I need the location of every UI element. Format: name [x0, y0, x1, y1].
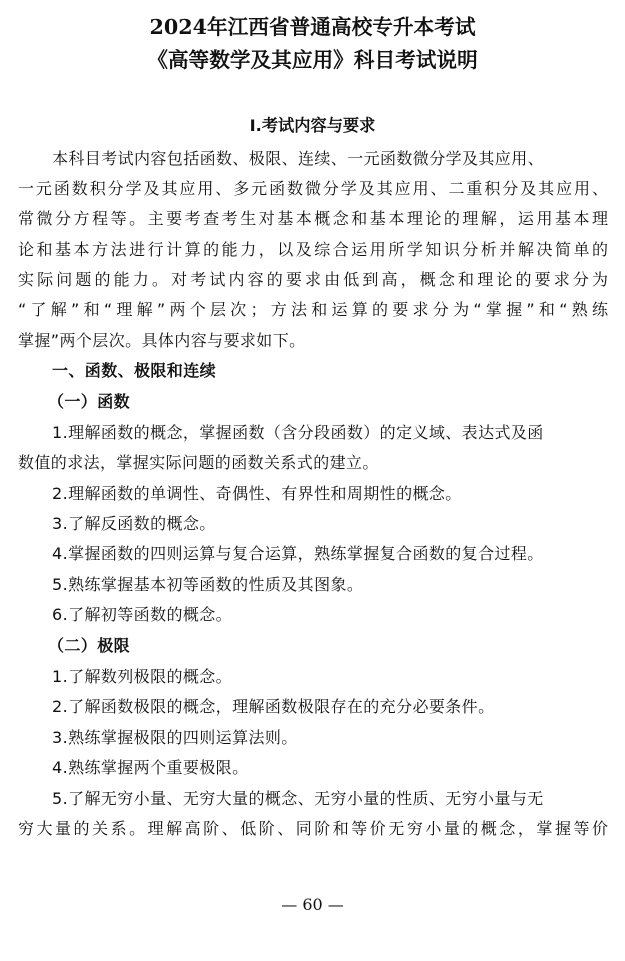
list-item: 2.了解函数极限的概念，理解函数极限存在的充分必要条件。	[52, 697, 495, 716]
list-item: 1.理解函数的概念，掌握函数（含分段函数）的定义域、表达式及函	[52, 423, 544, 442]
intro-line: 实际问题的能力。对考试内容的要求由低到高，概念和理论的要求分为	[18, 270, 608, 289]
list-item: 5.了解无穷小量、无穷大量的概念、无穷小量的性质、无穷小量与无	[52, 789, 544, 808]
intro-line: “了解”和“理解”两个层次；方法和运算的要求分为“掌握”和“熟练	[18, 300, 608, 319]
list-item: 5.熟练掌握基本初等函数的性质及其图象。	[52, 575, 364, 594]
intro-line: 一元函数积分学及其应用、多元函数微分学及其应用、二重积分及其应用、	[18, 179, 608, 198]
document-title-line1: 2024年江西省普通高校专升本考试	[149, 15, 476, 39]
intro-line: 本科目考试内容包括函数、极限、连续、一元函数微分学及其应用、	[52, 149, 545, 168]
list-item: 3.熟练掌握极限的四则运算法则。	[52, 728, 298, 747]
page-number: — 60 —	[281, 895, 344, 914]
list-item: 1.了解数列极限的概念。	[52, 667, 233, 686]
document-title-line2: 《高等数学及其应用》科目考试说明	[147, 48, 478, 72]
list-item: 4.掌握函数的四则运算与复合运算，熟练掌握复合函数的复合过程。	[52, 544, 544, 563]
list-item-continuation: 穷大量的关系。理解高阶、低阶、同阶和等价无穷小量的概念，掌握等价	[18, 819, 608, 838]
subsection-heading-functions: （一）函数	[48, 392, 131, 411]
list-item-continuation: 数值的求法，掌握实际问题的函数关系式的建立。	[18, 453, 379, 472]
section-heading: Ⅰ.考试内容与要求	[249, 116, 376, 135]
list-item: 6.了解初等函数的概念。	[52, 605, 233, 624]
list-item: 2.理解函数的单调性、奇偶性、有界性和周期性的概念。	[52, 484, 462, 503]
intro-line: 掌握”两个层次。具体内容与要求如下。	[18, 331, 306, 350]
list-item: 4.熟练掌握两个重要极限。	[52, 758, 249, 777]
subsection-heading-limits: （二）极限	[48, 636, 131, 655]
intro-line: 论和基本方法进行计算的能力，以及综合运用所学知识分析并解决简单的	[18, 240, 608, 259]
chapter-heading: 一、函数、极限和连续	[52, 361, 217, 380]
intro-line: 常微分方程等。主要考查考生对基本概念和基本理论的理解，运用基本理	[18, 209, 608, 228]
list-item: 3.了解反函数的概念。	[52, 514, 216, 533]
